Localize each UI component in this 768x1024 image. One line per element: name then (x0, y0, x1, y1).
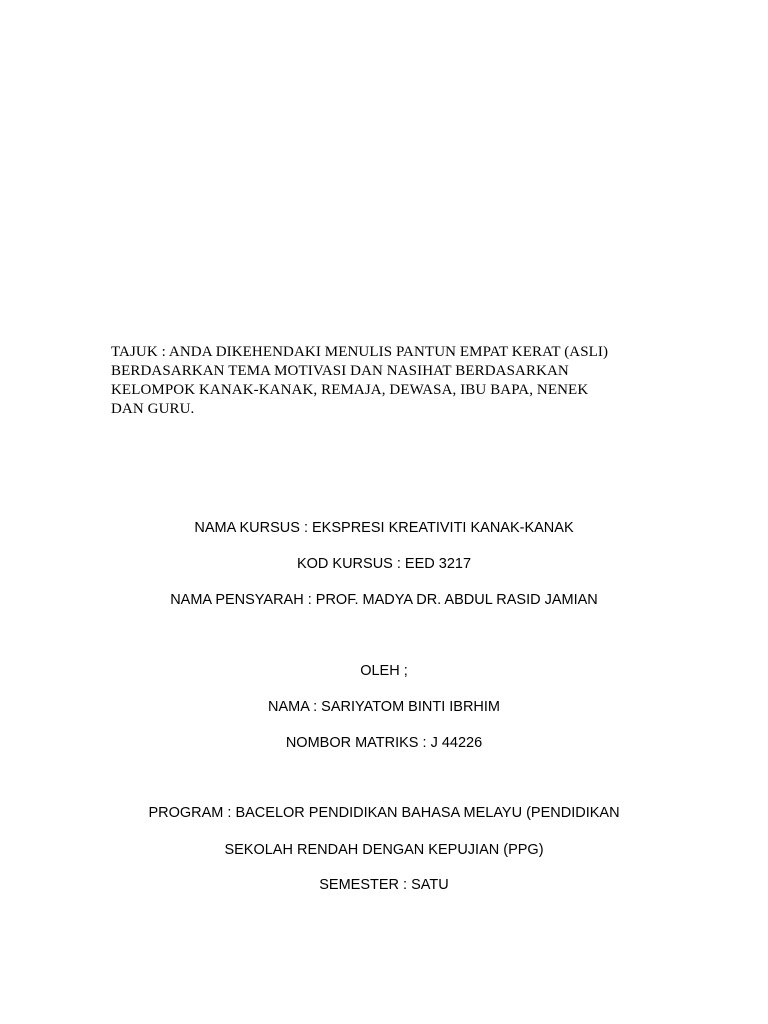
student-name: NAMA : SARIYATOM BINTI IBRHIM (267, 699, 501, 715)
assignment-title (111, 343, 671, 419)
program-line-1: PROGRAM : BACELOR PENDIDIKAN BAHASA MELAYU (PENDIDIKAN (148, 805, 620, 821)
course-code: KOD KURSUS : EED 3217 (296, 556, 472, 572)
title-line-2: BERDASARKAN TEMA MOTIVASI DAN NASIHAT BERDASARKAN (111, 363, 569, 379)
program-line-2: SEKOLAH RENDAH DENGAN KEPUJIAN (PPG) (224, 842, 544, 858)
semester: SEMESTER : SATU (319, 877, 449, 893)
title-line-4: DAN GURU. (111, 401, 195, 417)
title-line-1: TAJUK : ANDA DIKEHENDAKI MENULIS PANTUN EMPAT KERAT (ASLI) (111, 344, 609, 360)
title-line-3: KELOMPOK KANAK-KANAK, REMAJA, DEWASA, IBU BAPA, NENEK (111, 382, 589, 398)
course-name: NAMA KURSUS : EKSPRESI KREATIVITI KANAK-KANAK (194, 520, 574, 536)
by-label: OLEH ; (360, 663, 408, 679)
lecturer-name: NAMA PENSYARAH : PROF. MADYA DR. ABDUL RASID JAMIAN (170, 592, 598, 608)
matric-number: NOMBOR MATRIKS : J 44226 (285, 735, 483, 751)
